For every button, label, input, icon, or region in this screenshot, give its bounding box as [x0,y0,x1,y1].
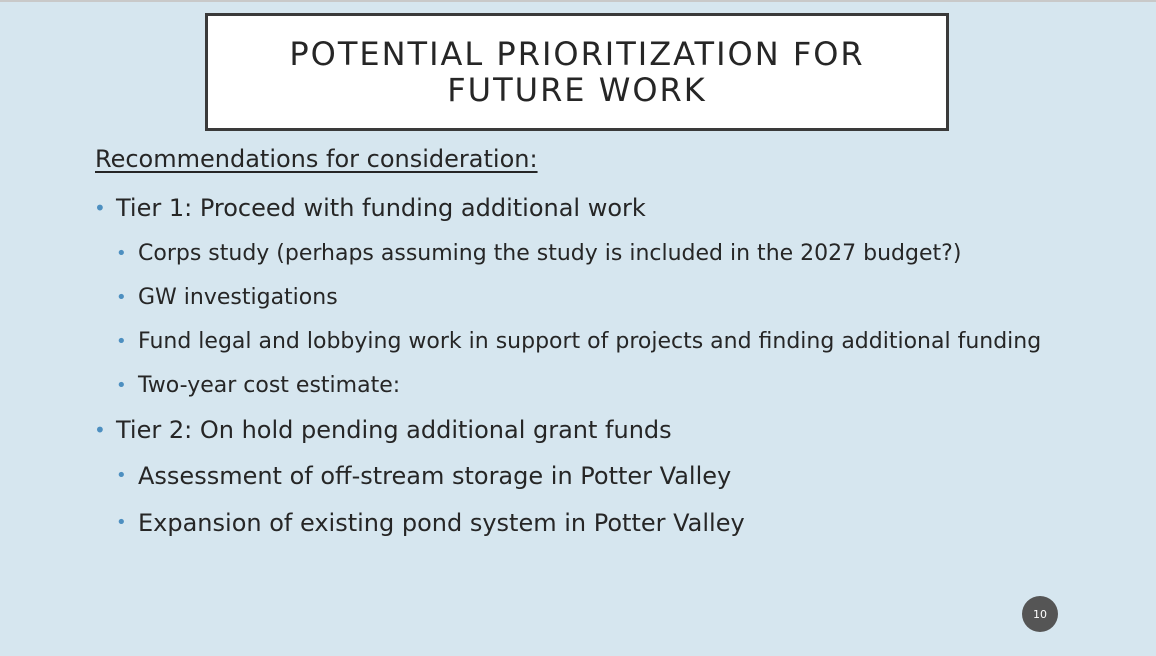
bullet-icon: • [116,465,127,486]
bullet-icon: • [116,243,127,264]
bullet-gw-investigations [94,278,1041,322]
bullet-corps-study [94,234,1041,278]
bullet-text: Fund legal and lobbying work in support of projects and finding additional funding [138,329,1042,354]
slide-title-box [205,13,949,131]
bullet-text: Expansion of existing pond system in Potter Valley [138,509,745,537]
bullet-cost-estimate [94,366,1041,410]
top-border [0,0,1156,2]
bullet-off-stream-storage [94,456,1041,503]
bullet-icon: • [116,331,127,352]
bullet-text: Tier 1: Proceed with funding additional work [116,194,646,222]
bullet-text: GW investigations [138,285,338,310]
bullet-text: Tier 2: On hold pending additional grant funds [116,416,672,444]
bullet-text: Corps study (perhaps assuming the study is included in the 2027 budget?) [138,241,962,266]
bullet-list [94,188,1041,550]
bullet-legal-lobbying [94,322,1041,366]
bullet-pond-expansion [94,503,1041,550]
page-number-badge: 10 [1022,596,1058,632]
bullet-icon: • [94,418,106,442]
bullet-tier-1 [94,188,1041,234]
subheading: Recommendations for consideration: [95,145,538,173]
bullet-icon: • [116,375,127,396]
bullet-text: Assessment of off-stream storage in Potter Valley [138,462,732,490]
bullet-tier-2 [94,410,1041,456]
slide-title-line-1: POTENTIAL PRIORITIZATION FOR [289,35,865,73]
slide-title-line-2: FUTURE WORK [447,71,707,109]
bullet-icon: • [94,196,106,220]
bullet-text: Two-year cost estimate: [138,373,401,398]
bullet-icon: • [116,512,127,533]
bullet-icon: • [116,287,127,308]
